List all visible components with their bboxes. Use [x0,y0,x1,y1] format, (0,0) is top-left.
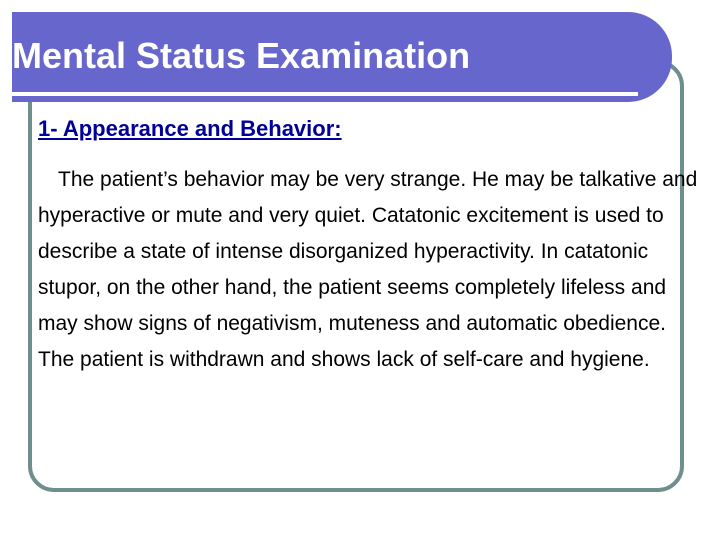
body-paragraph: The patient’s behavior may be very strange. He may be talkative and hyperactive or mute and very quiet. Catatonic excitement is used to describe a state of intense disorganized hyperactivity. In catatonic stupor, on the other hand, the patient seems completely lifeless and may show signs of negativism, muteness and automatic obedience. The patient is withdrawn and shows lack of self-care and hygiene. [38,168,698,371]
title-underline [12,92,638,96]
slide-title: Mental Status Examination [12,35,471,76]
section-heading: 1- Appearance and Behavior: [38,116,342,141]
